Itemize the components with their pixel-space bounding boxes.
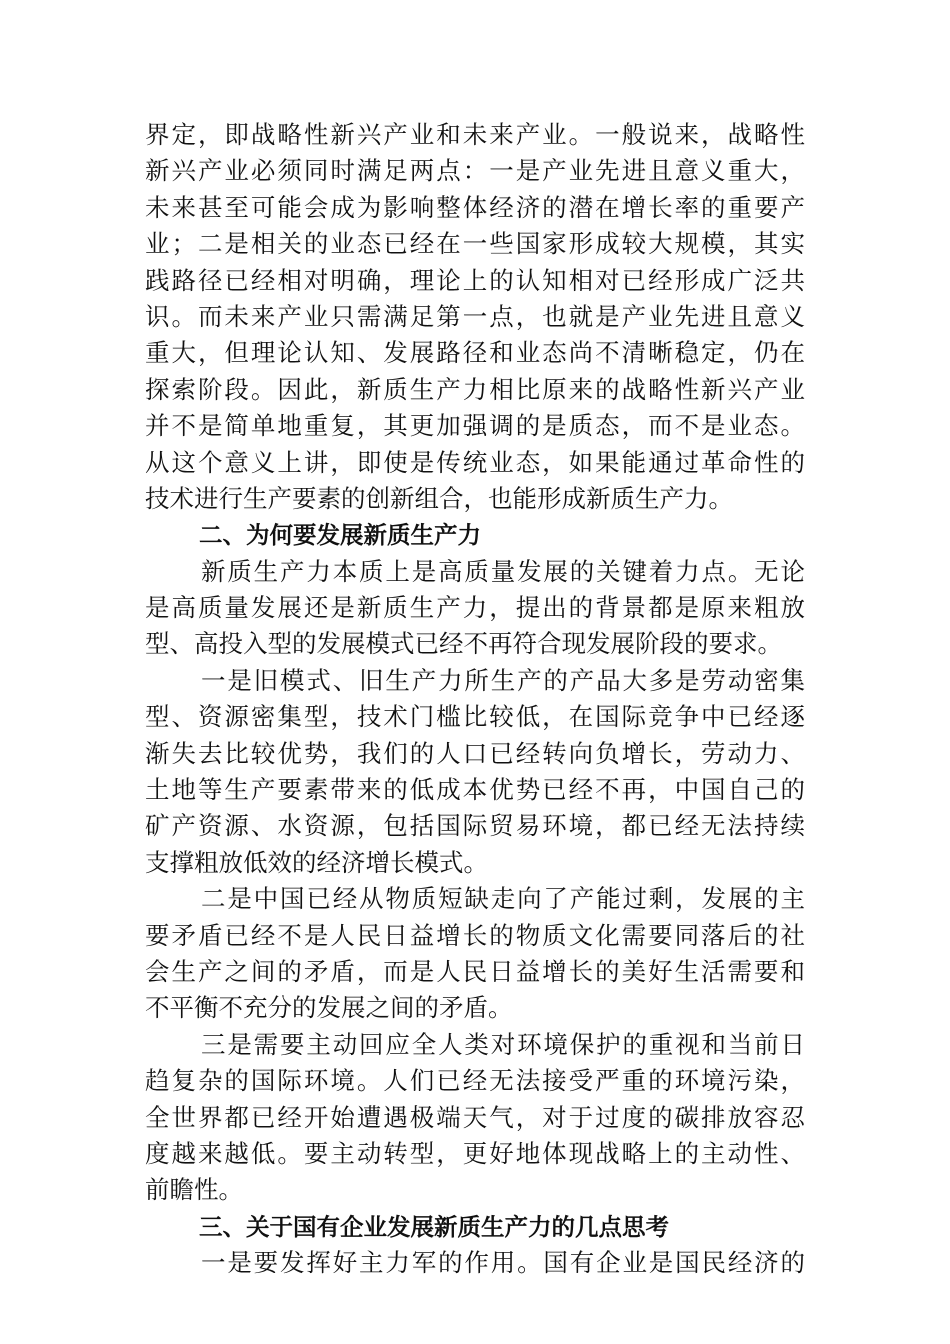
text-line: 全世界都已经开始遭遇极端天气，对于过度的碳排放容忍	[145, 1102, 805, 1132]
text-line: 三是需要主动回应全人类对环境保护的重视和当前日	[201, 1029, 805, 1059]
text-line: 矿产资源、水资源，包括国际贸易环境，都已经无法持续	[145, 811, 805, 841]
text-line: 重大，但理论认知、发展路径和业态尚不清晰稳定，仍在	[145, 338, 805, 368]
text-line: 型、高投入型的发展模式已经不再符合现发展阶段的要求。	[145, 629, 782, 659]
section-heading: 二、为何要发展新质生产力	[199, 521, 481, 550]
text-line: 新兴产业必须同时满足两点：一是产业先进且意义重大，	[145, 156, 805, 186]
text-line: 探索阶段。因此，新质生产力相比原来的战略性新兴产业	[145, 374, 805, 404]
text-line: 从这个意义上讲，即使是传统业态，如果能通过革命性的	[145, 447, 805, 477]
text-line: 渐失去比较优势，我们的人口已经转向负增长，劳动力、	[145, 738, 805, 768]
text-line: 识。而未来产业只需满足第一点，也就是产业先进且意义	[145, 301, 805, 331]
text-line: 度越来越低。要主动转型，更好地体现战略上的主动性、	[145, 1138, 805, 1168]
text-line: 界定，即战略性新兴产业和未来产业。一般说来，战略性	[145, 120, 805, 149]
text-line: 不平衡不充分的发展之间的矛盾。	[145, 993, 513, 1023]
text-line: 会生产之间的矛盾，而是人民日益增长的美好生活需要和	[145, 956, 805, 986]
text-line: 践路径已经相对明确，理论上的认知相对已经形成广泛共	[145, 265, 805, 295]
text-line: 趋复杂的国际环境。人们已经无法接受严重的环境污染，	[145, 1066, 805, 1096]
text-line: 业；二是相关的业态已经在一些国家形成较大规模，其实	[145, 229, 805, 259]
text-line: 一是要发挥好主力军的作用。国有企业是国民经济的	[201, 1248, 805, 1278]
text-line: 二是中国已经从物质短缺走向了产能过剩，发展的主	[201, 884, 805, 914]
text-line: 土地等生产要素带来的低成本优势已经不再，中国自己的	[145, 775, 805, 805]
text-line: 并不是简单地重复，其更加强调的是质态，而不是业态。	[145, 411, 805, 441]
text-line: 要矛盾已经不是人民日益增长的物质文化需要同落后的社	[145, 920, 805, 950]
document-page	[145, 117, 805, 1282]
text-line: 支撑粗放低效的经济增长模式。	[145, 847, 488, 877]
text-line: 型、资源密集型，技术门槛比较低，在国际竞争中已经逐	[145, 702, 805, 732]
text-line: 新质生产力本质上是高质量发展的关键着力点。无论	[201, 556, 805, 586]
text-line: 是高质量发展还是新质生产力，提出的背景都是原来粗放	[145, 593, 805, 623]
text-line: 未来甚至可能会成为影响整体经济的潜在增长率的重要产	[145, 192, 805, 222]
text-line: 前瞻性。	[145, 1175, 243, 1205]
text-line: 一是旧模式、旧生产力所生产的产品大多是劳动密集	[201, 665, 805, 695]
text-line: 技术进行生产要素的创新组合，也能形成新质生产力。	[145, 483, 733, 513]
section-heading: 三、关于国有企业发展新质生产力的几点思考	[199, 1212, 669, 1241]
